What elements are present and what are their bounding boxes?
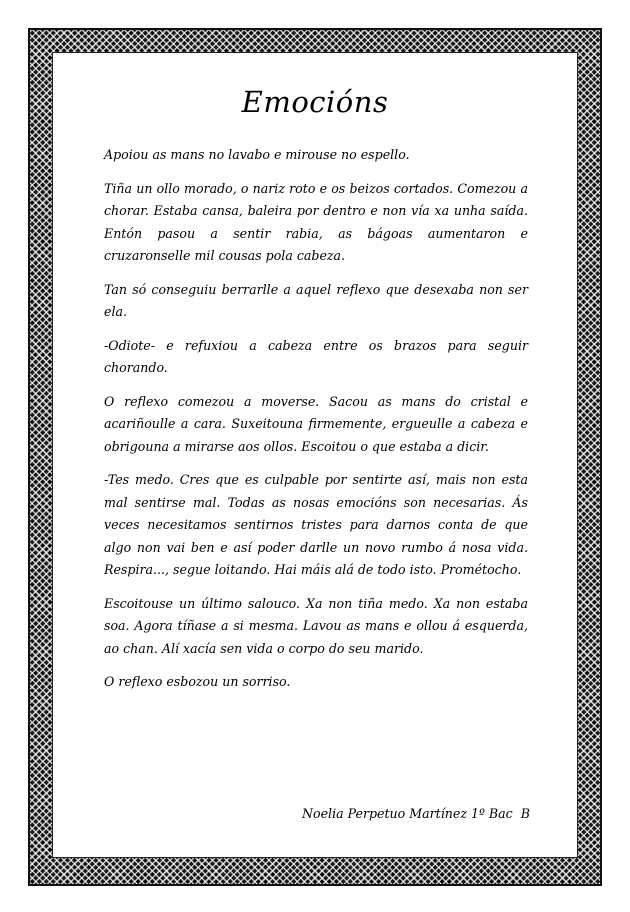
paragraph: -Odiote- e refuxiou a cabeza entre os brazos para seguir chorando. [104, 337, 528, 375]
paragraph: Tiña un ollo morado, o nariz roto e os beizos cortados. Comezou a chorar. Estaba cansa, baleira por dentro e non vía xa unha saída. Entón pasou a sentir rabia, as bágoas aumentaron e cruzaronselle mil cousas pola cabeza. [104, 180, 528, 263]
story-body [104, 144, 528, 705]
paragraph: O reflexo esbozou un sorriso. [104, 674, 291, 689]
paragraph: Apoiou as mans no lavabo e mirouse no espello. [104, 147, 410, 162]
author-signature: Noelia Perpetuo Martínez 1º Bac B [301, 806, 530, 821]
paragraph: Escoitouse un último salouco. Xa non tiña medo. Xa non estaba soa. Agora tíñase a si mesma. Lavou as mans e ollou á esquerda, ao chan. Alí xacía sen vida o corpo do seu marido. [104, 595, 528, 656]
paragraph: Tan só conseguiu berrarlle a aquel reflexo que desexaba non ser ela. [104, 281, 528, 319]
paragraph: -Tes medo. Cres que es culpable por sentirte así, mais non esta mal sentirse mal. Todas as nosas emocións son necesarias. Ás veces necesitamos sentirnos tristes para darnos conta de que algo non vai ben e así poder darlle un novo rumbo á nosa vida. Respira..., segue loitando. Hai máis alá de todo isto. Prométocho. [104, 472, 528, 577]
paragraph: O reflexo comezou a moverse. Sacou as mans do cristal e acariñoulle a cara. Suxeitouna firmemente, ergueulle a cabeza e obrigouna a mirarse aos ollos. Escoitou o que estaba a dicir. [104, 393, 528, 454]
document-title: Emocións [241, 85, 389, 119]
